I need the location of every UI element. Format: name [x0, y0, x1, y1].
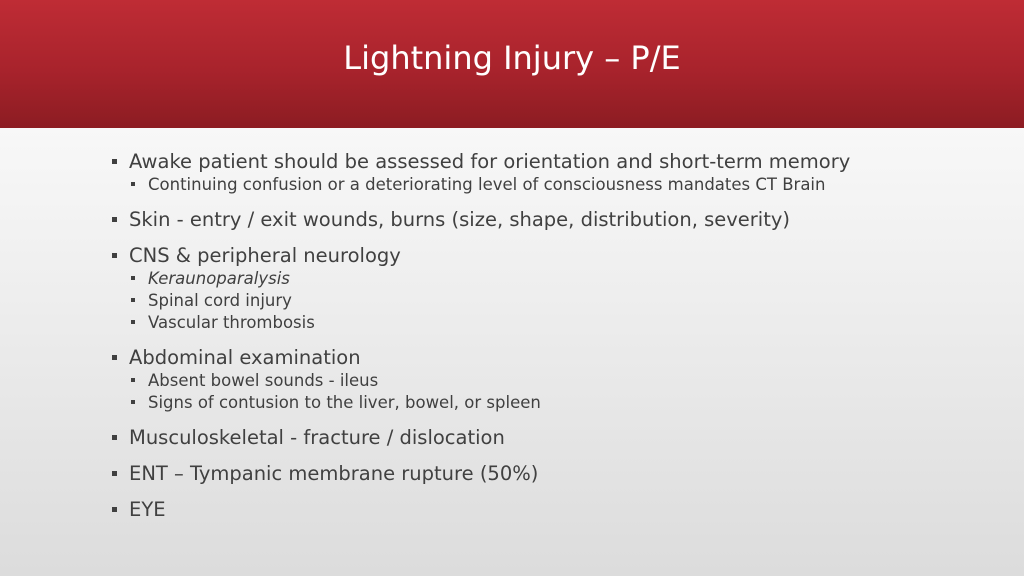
bullet-square-icon [131, 182, 135, 186]
bullet-square-icon [131, 276, 135, 280]
sub-bullet-item [129, 268, 990, 290]
bullet-text: Skin - entry / exit wounds, burns (size, shape, distribution, severity) [129, 208, 791, 231]
bullet-item [110, 244, 990, 334]
bullet-text: Musculoskeletal - fracture / dislocation [129, 426, 505, 449]
bullet-square-icon [131, 320, 135, 324]
bullet-square-icon [112, 253, 117, 258]
bullet-square-icon [131, 298, 135, 302]
bullet-square-icon [112, 159, 117, 164]
bullet-item [110, 462, 990, 486]
sub-bullet-item [129, 312, 990, 334]
sub-bullet-text: Keraunoparalysis [148, 269, 290, 288]
bullet-square-icon [112, 217, 117, 222]
sub-bullet-text: Continuing confusion or a deteriorating level of consciousness mandates CT Brain [148, 175, 826, 194]
bullet-square-icon [112, 507, 117, 512]
bullet-item [110, 150, 990, 196]
title-bar [0, 0, 1024, 128]
bullet-text: Awake patient should be assessed for orientation and short-term memory [129, 150, 851, 173]
bullet-square-icon [112, 355, 117, 360]
sub-bullet-list [129, 174, 990, 196]
bullet-square-icon [131, 400, 135, 404]
bullet-item [110, 208, 990, 232]
bullet-text: Abdominal examination [129, 346, 361, 369]
bullet-text: ENT – Tympanic membrane rupture (50%) [129, 462, 539, 485]
sub-bullet-text: Absent bowel sounds - ileus [148, 371, 379, 390]
sub-bullet-text: Signs of contusion to the liver, bowel, or spleen [148, 393, 541, 412]
sub-bullet-item [129, 392, 990, 414]
content-area [110, 150, 990, 534]
bullet-square-icon [112, 435, 117, 440]
bullet-item [110, 426, 990, 450]
sub-bullet-text: Vascular thrombosis [148, 313, 315, 332]
bullet-list [110, 150, 990, 522]
bullet-square-icon [131, 378, 135, 382]
sub-bullet-item [129, 290, 990, 312]
slide-title: Lightning Injury – P/E [343, 39, 681, 77]
sub-bullet-text: Spinal cord injury [148, 291, 292, 310]
sub-bullet-item [129, 174, 990, 196]
bullet-text: EYE [129, 498, 166, 521]
bullet-square-icon [112, 471, 117, 476]
sub-bullet-item [129, 370, 990, 392]
bullet-item [110, 346, 990, 414]
bullet-item [110, 498, 990, 522]
sub-bullet-list [129, 370, 990, 414]
sub-bullet-list [129, 268, 990, 334]
bullet-text: CNS & peripheral neurology [129, 244, 401, 267]
